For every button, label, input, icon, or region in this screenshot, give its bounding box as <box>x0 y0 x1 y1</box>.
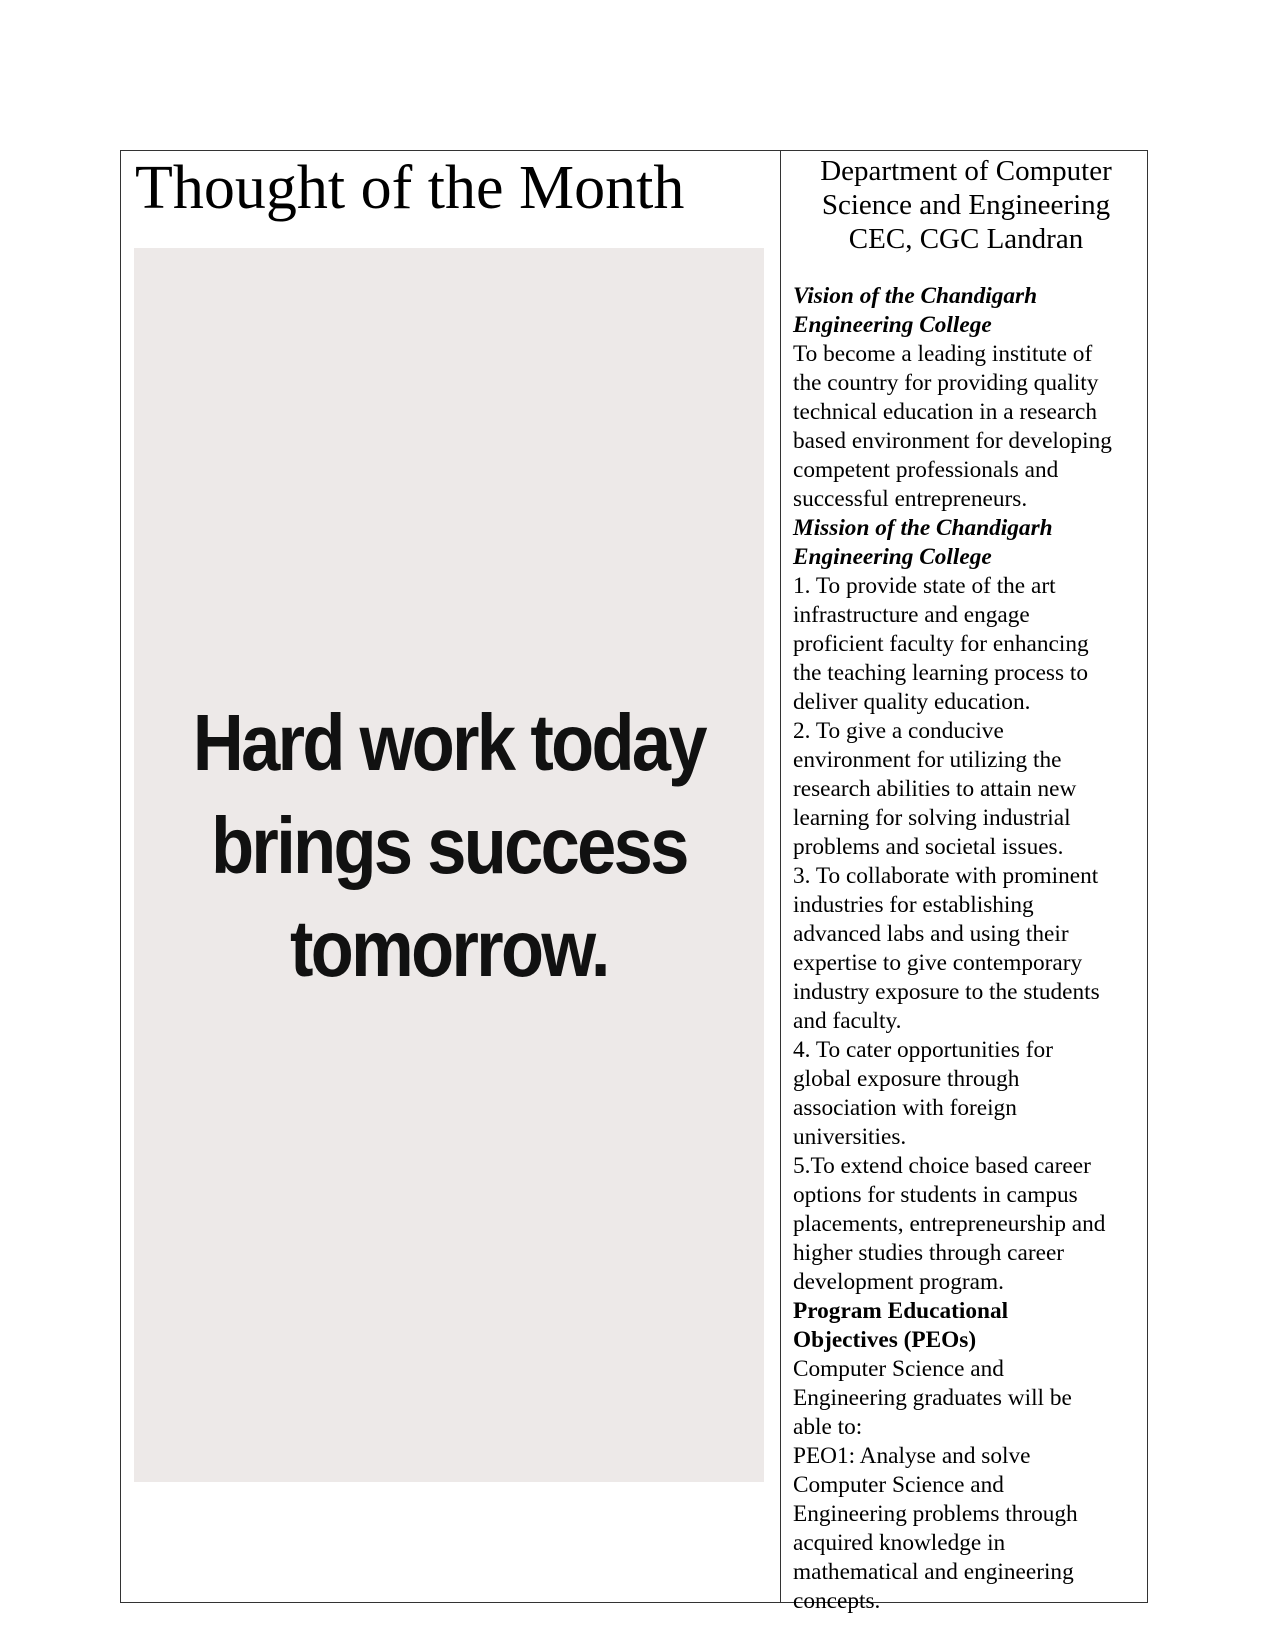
newsletter-table <box>120 150 1148 1614</box>
peo-line: Engineering graduates will be <box>793 1385 1072 1411</box>
mission-line: association with foreign <box>793 1095 1017 1121</box>
mission-text <box>793 572 1139 1297</box>
mission-line: higher studies through career <box>793 1240 1065 1266</box>
department-line: Department of Computer <box>820 155 1112 187</box>
mission-line: deliver quality education. <box>793 689 1031 715</box>
department-line: CEC, CGC Landran <box>848 223 1084 255</box>
mission-heading-line: Engineering College <box>793 544 992 570</box>
vision-line: successful entrepreneurs. <box>793 486 1028 512</box>
mission-line: problems and societal issues. <box>793 834 1064 860</box>
mission-line: research abilities to attain new <box>793 776 1077 802</box>
vision-heading <box>793 282 1139 340</box>
mission-line: 3. To collaborate with prominent <box>793 863 1099 889</box>
peo-line: acquired knowledge in <box>793 1530 1006 1556</box>
vision-text <box>793 340 1139 514</box>
vision-line: technical education in a research <box>793 399 1097 425</box>
peo-line: Computer Science and <box>793 1472 1004 1498</box>
mission-line: industries for establishing <box>793 892 1034 918</box>
quote-image <box>134 248 764 1482</box>
quote-line: tomorrow. <box>290 903 608 993</box>
mission-line: universities. <box>793 1124 907 1150</box>
vision-heading-line: Vision of the Chandigarh <box>793 283 1038 309</box>
mission-line: 1. To provide state of the art <box>793 573 1056 599</box>
thought-column <box>121 151 781 1602</box>
mission-line: 4. To cater opportunities for <box>793 1037 1053 1063</box>
vision-heading-line: Engineering College <box>793 312 992 338</box>
mission-line: learning for solving industrial <box>793 805 1071 831</box>
peo-heading-line: Program Educational <box>793 1298 1009 1324</box>
peo-text <box>793 1355 1139 1616</box>
mission-line: infrastructure and engage <box>793 602 1030 628</box>
mission-line: environment for utilizing the <box>793 747 1062 773</box>
department-line: Science and Engineering <box>821 189 1111 221</box>
mission-line: development program. <box>793 1269 1004 1295</box>
quote-line: Hard work today <box>193 697 705 787</box>
mission-line: global exposure through <box>793 1066 1020 1092</box>
vision-line: based environment for developing <box>793 428 1112 454</box>
mission-line: placements, entrepreneurship and <box>793 1211 1106 1237</box>
quote-text <box>193 691 705 1000</box>
peo-line: mathematical and engineering <box>793 1559 1074 1585</box>
mission-line: industry exposure to the students <box>793 979 1100 1005</box>
department-heading <box>793 154 1139 256</box>
peo-line: concepts. <box>793 1588 881 1614</box>
mission-line: the teaching learning process to <box>793 660 1088 686</box>
mission-line: options for students in campus <box>793 1182 1078 1208</box>
mission-line: expertise to give contemporary <box>793 950 1083 976</box>
vision-line: the country for providing quality <box>793 370 1099 396</box>
peo-line: Computer Science and <box>793 1356 1004 1382</box>
vision-line: To become a leading institute of <box>793 341 1093 367</box>
peo-heading <box>793 1297 1139 1355</box>
thought-title: Thought of the Month <box>135 154 685 222</box>
peo-line: able to: <box>793 1414 863 1440</box>
quote-line: brings success <box>211 800 687 890</box>
mission-heading <box>793 514 1139 572</box>
mission-line: proficient faculty for enhancing <box>793 631 1089 657</box>
peo-line: PEO1: Analyse and solve <box>793 1443 1031 1469</box>
vision-line: competent professionals and <box>793 457 1059 483</box>
mission-line: 5.To extend choice based career <box>793 1153 1091 1179</box>
peo-line: Engineering problems through <box>793 1501 1078 1527</box>
mission-line: 2. To give a conducive <box>793 718 1004 744</box>
peo-heading-line: Objectives (PEOs) <box>793 1327 977 1353</box>
info-body <box>793 282 1139 1616</box>
info-column <box>781 151 1147 1614</box>
mission-line: advanced labs and using their <box>793 921 1069 947</box>
mission-line: and faculty. <box>793 1008 902 1034</box>
mission-heading-line: Mission of the Chandigarh <box>793 515 1053 541</box>
